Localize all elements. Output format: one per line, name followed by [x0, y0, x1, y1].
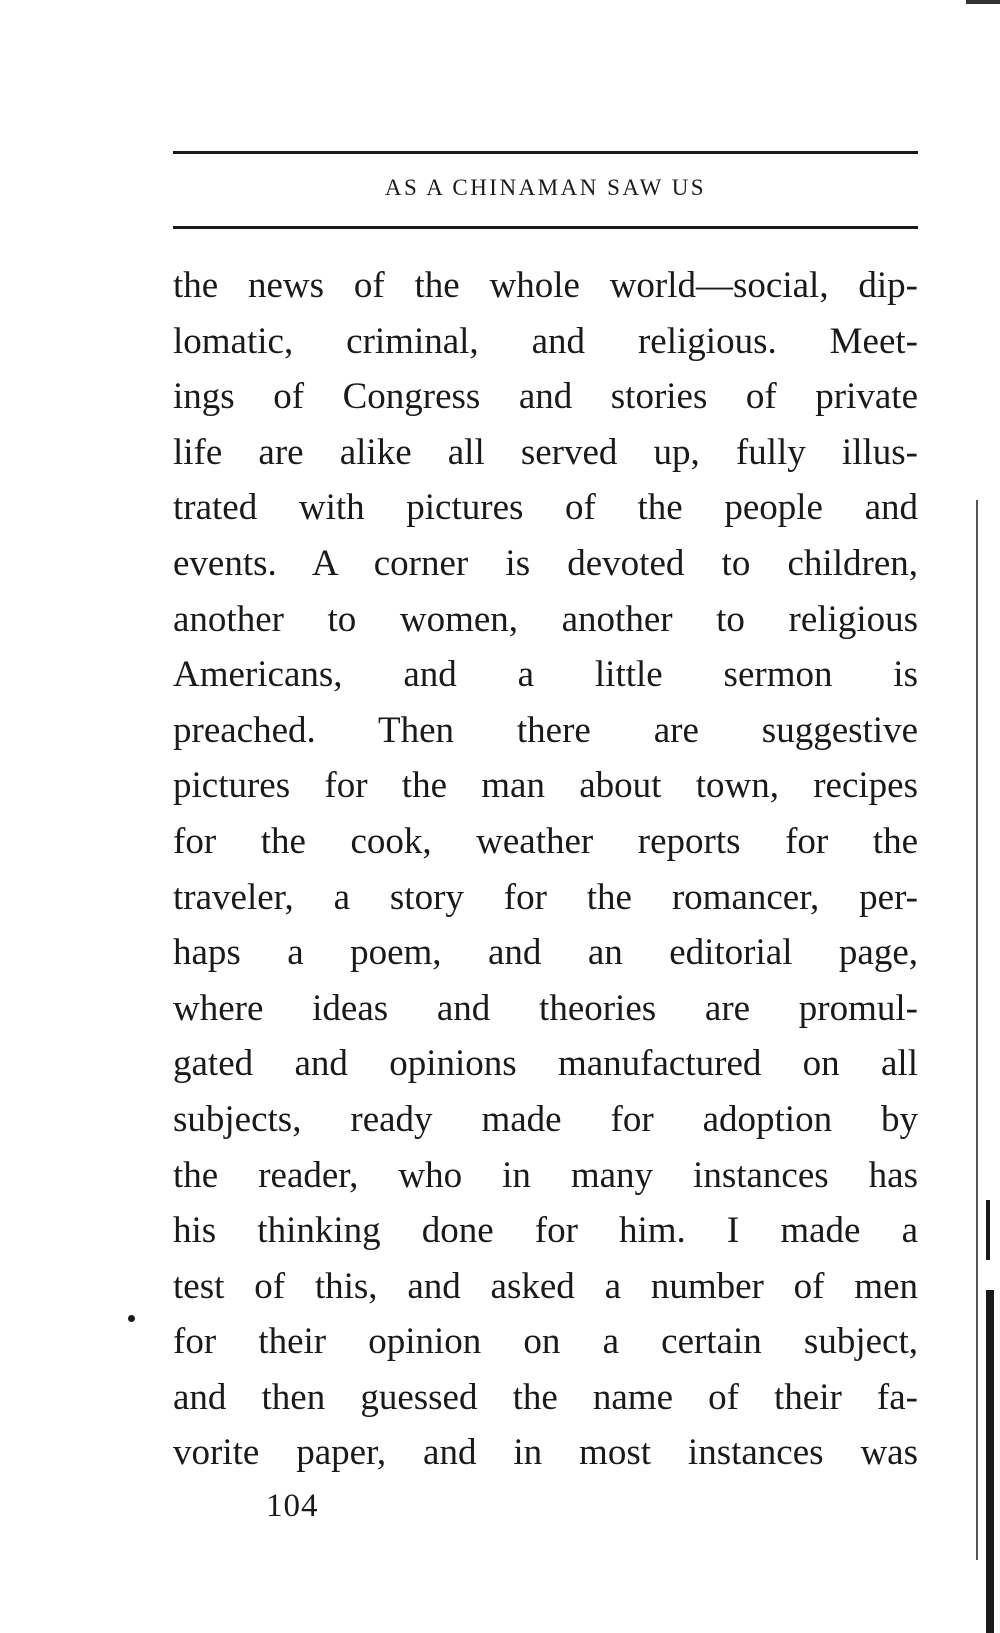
text-line: pictures for the man about town, recipes: [173, 765, 918, 807]
page-edge-binding: [986, 1290, 994, 1633]
text-line: another to women, another to religious: [173, 598, 918, 640]
text-line: subjects, ready made for adoption by: [173, 1098, 918, 1140]
body-text: [173, 258, 918, 1481]
text-line: test of this, and asked a number of men: [173, 1265, 918, 1307]
text-line: events. A corner is devoted to children,: [173, 542, 918, 584]
header-rule-top: [173, 151, 918, 154]
text-line: where ideas and theories are promul-: [173, 987, 918, 1029]
text-line: ings of Congress and stories of private: [173, 376, 918, 418]
text-line: haps a poem, and an editorial page,: [173, 932, 918, 974]
text-line: preached. Then there are suggestive: [173, 709, 918, 751]
text-line: life are alike all served up, fully illus-: [173, 431, 918, 473]
text-line: Americans, and a little sermon is: [173, 654, 918, 696]
ink-speck: [128, 1315, 135, 1322]
text-line: and then guessed the name of their fa-: [173, 1376, 918, 1418]
text-line: for the cook, weather reports for the: [173, 820, 918, 862]
header-rule-bottom: [173, 226, 918, 229]
text-line: gated and opinions manufactured on all: [173, 1043, 918, 1085]
text-line: his thinking done for him. I made a: [173, 1210, 918, 1252]
running-head: AS A CHINAMAN SAW US: [384, 175, 707, 200]
text-line: vorite paper, and in most instances was: [173, 1432, 918, 1474]
text-line: for their opinion on a certain subject,: [173, 1321, 918, 1363]
text-line: lomatic, criminal, and religious. Meet-: [173, 320, 918, 362]
page-edge-shadow: [976, 500, 978, 1560]
text-line: traveler, a story for the romancer, per-: [173, 876, 918, 918]
text-line: trated with pictures of the people and: [173, 487, 918, 529]
text-line: the news of the whole world—social, dip-: [173, 265, 918, 306]
page-number: 104: [266, 1488, 319, 1524]
text-line: the reader, who in many instances has: [173, 1154, 918, 1196]
scan-edge-mark: [966, 0, 1000, 4]
page-edge-fragment: [986, 1200, 990, 1260]
